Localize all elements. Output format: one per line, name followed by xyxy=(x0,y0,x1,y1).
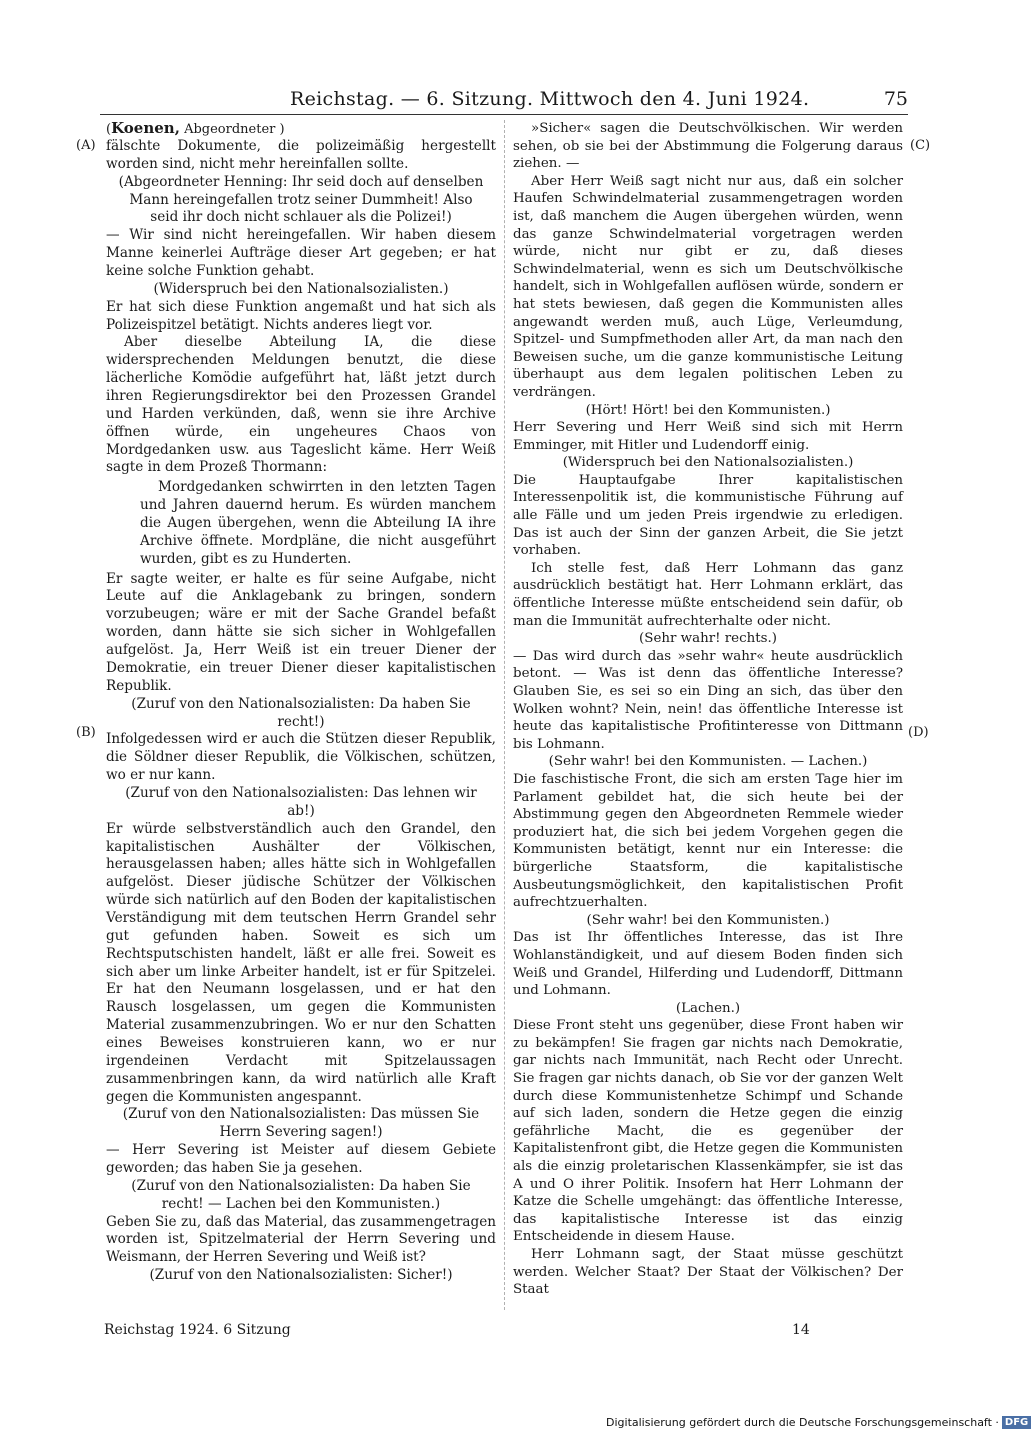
interjection: (Hört! Hört! bei den Kommunisten.) xyxy=(585,402,831,418)
interjection: (Sehr wahr! rechts.) xyxy=(639,631,777,647)
margin-mark-a: (A) xyxy=(76,138,96,153)
interjection: (Zuruf von den Nationalsozialisten: Da haben Sie recht! — Lachen bei den Kommunisten.) xyxy=(131,1177,471,1212)
page-number: 75 xyxy=(883,88,908,110)
margin-mark-c: (C) xyxy=(910,138,931,153)
column-divider xyxy=(504,120,505,1310)
header-rule xyxy=(100,114,908,115)
interjection: (Zuruf von den Nationalsozialisten: Da haben Sie recht!) xyxy=(131,695,471,730)
paragraph: Die Hauptaufgabe Ihrer kapitalistischen Interessenpolitik ist, die kommunistische Führung auf alle Fälle und um jeden Preis irgendwie zu erledigen. Das ist auch der Sinn der ganzen Arbeit, die Sie jetzt vorhaben. xyxy=(513,472,903,559)
paragraph: Aber dieselbe Abteilung IA, die diese widersprechenden Meldungen benutzt, die diese lächerliche Komödie aufgeführt hat, läßt jetzt durch ihren Regierungsdirektor bei den Prozessen Grandel und Harden verkünden, daß, wenn sie ihre Archive öffnen würde, ein ungeheures Chaos von Mordgedanken usw. aus Tageslicht käme. Herr Weiß sagte in dem Prozeß Thormann: xyxy=(106,334,496,476)
paragraph: Herr Lohmann sagt, der Staat müsse geschützt werden. Welcher Staat? Der Staat der Völkischen? Der Staat xyxy=(513,1247,903,1298)
speaker-open-paren: ( xyxy=(106,122,112,137)
footer-signature: Reichstag 1924. 6 Sitzung xyxy=(104,1322,291,1338)
right-column xyxy=(513,120,903,1299)
paragraph: Das ist Ihr öffentliches Interesse, das ist Ihre Wohlanständigkeit, und auf diesem Boden finden sich Weiß und Grandel, Hilferding und Ludendorff, Dittmann und Lohmann. xyxy=(513,930,903,999)
quote-text: Mordgedanken schwirrten in den letzten Tagen und Jahren dauernd herum. Es würden manchem die Augen übergehen, wenn die Abteilung IA ihre Archive öffnete. Mordpläne, die nicht ausgeführt wurden, gibt es zu Hunderten. xyxy=(140,479,496,567)
paragraph: »Sicher« sagen die Deutschvölkischen. Wir werden sehen, ob sie bei der Abstimmung die Folgerung daraus ziehen. — xyxy=(513,121,903,172)
paragraph: — Das wird durch das »sehr wahr« heute ausdrücklich betont. — Was ist denn das öffentliche Interesse? Glauben Sie, es sei so ein Ding an sich, das über den Wolken wohnt? Nein, nein! das öffentliche Interesse ist heute das kapitalistische Profitinteresse von Dittmann bis Lohmann. xyxy=(513,648,903,752)
paragraph: — Wir sind nicht hereingefallen. Wir haben diesem Manne keinerlei Aufträge dieser Art gegeben; er hat keine solche Funktion gehabt. xyxy=(106,227,496,280)
paragraph: Infolgedessen wird er auch die Stützen dieser Republik, die Söldner dieser Republik, die Völkischen, schützen, wo er nur kann. xyxy=(106,731,496,784)
block-quote xyxy=(140,479,496,568)
paragraph: — Herr Severing ist Meister auf diesem Gebiete geworden; das haben Sie ja gesehen. xyxy=(106,1142,496,1176)
interjection: (Zuruf von den Nationalsozialisten: Sicher!) xyxy=(149,1267,453,1284)
left-column xyxy=(106,120,496,1285)
paragraph: Er hat sich diese Funktion angemaßt und hat sich als Polizeispitzel betätigt. Nichts anderes liegt vor. xyxy=(106,298,496,333)
credit-text: Digitalisierung gefördert durch die Deutsche Forschungsgemeinschaft · xyxy=(606,1416,999,1429)
page-header xyxy=(100,88,908,114)
speaker-line xyxy=(106,120,496,138)
margin-mark-b: (B) xyxy=(76,725,96,740)
paragraph: Die faschistische Front, die sich am ersten Tage hier im Parlament gebildet hat, die sich heute bei der Abstimmung gegen den Abgeordneten Remmele wieder produziert hat, die sich bei jedem Vorgehen gegen die Kommunisten betätigt, kennt nur ein Interesse: die bürgerliche Staatsform, die kapitalistische Ausbeutungsmöglichkeit, den kapitalistischen Profit aufrechtzuerhalten. xyxy=(513,771,903,911)
paragraph: Er sagte weiter, er halte es für seine Aufgabe, nicht Leute auf die Anklagebank zu bringen, sondern vorzubeugen; wäre er mit der Sache Grandel befaßt worden, dann hätte sie sich sicher in Wohlgefallen aufgelöst. Ja, Herr Weiß ist ein treuer Diener der Demokratie, ein treuer Diener dieser kapitalistischen Republik. xyxy=(106,570,496,694)
paragraph: Diese Front steht uns gegenüber, diese Front haben wir zu bekämpfen! Sie fragen gar nichts nach Demokratie, gar nichts nach Immunität, nach Recht oder Unrecht. Sie fragen gar nichts danach, ob Sie vor der ganzen Welt durch diese Kommunistenhetze Schimpf und Schande auf sich laden, sondern die Hetze gegen die einzig gefährliche Macht, die es gegenüber der Kapitalistenfront gibt, die Hetze gegen die Kommunisten als die einzig proletarischen Klassenkämpfer, sie ist das A und O ihrer Politik. Insofern hat Herr Lohmann der Katze die Schelle umgehängt: das öffentliche Interesse, das kapitalistische Interesse ist das einzig Entscheidende in diesem Hause. xyxy=(513,1018,903,1245)
interjection: (Sehr wahr! bei den Kommunisten.) xyxy=(586,912,830,928)
sheet-number: 14 xyxy=(792,1322,810,1338)
paragraph: Aber Herr Weiß sagt nicht nur aus, daß ein solcher Haufen Schwindelmaterial zusammengetragen worden ist, daß manchem die Augen übergehen würden, wenn das ganze Schwindelmaterial vorgetragen werden würde, nicht nur gibt er zu, daß dieses Schwindelmaterial, wenn es sich um Deutschvölkische handelt, sich in Wohlgefallen auflösen würde, sondern er hat stets bewiesen, daß gegen die Kommunisten alles angewandt werden muß, auch Lüge, Verleumdung, Spitzel- und Sumpfmethoden aller Art, da man nach den Beweisen suche, um die ganze kommunistische Leitung überhaupt aus dem legalen politischen Leben zu verdrängen. xyxy=(513,173,903,400)
speaker-role: Abgeordneter ) xyxy=(184,122,285,137)
interjection: (Widerspruch bei den Nationalsozialisten.) xyxy=(562,455,854,471)
page-title: Reichstag. — 6. Sitzung. Mittwoch den 4. Juni 1924. xyxy=(290,88,810,110)
digitization-credit xyxy=(606,1416,1031,1429)
interjection: (Widerspruch bei den Nationalsozialisten.) xyxy=(153,280,449,297)
paragraph: Geben Sie zu, daß das Material, das zusammengetragen worden ist, Spitzelmaterial der Herrn Severing und Weismann, der Herren Severing und Weiß ist? xyxy=(106,1213,496,1266)
paragraph: Herr Severing und Herr Weiß sind sich mit Herrn Emminger, mit Hitler und Ludendorff einig. xyxy=(513,420,903,453)
interjection: (Lachen.) xyxy=(675,1000,741,1016)
paragraph: fälschte Dokumente, die polizeimäßig hergestellt worden sind, nicht mehr hereinfallen sollte. xyxy=(106,138,496,172)
margin-mark-d: (D) xyxy=(908,725,929,740)
paragraph: Ich stelle fest, daß Herr Lohmann das ganz ausdrücklich bestätigt hat. Herr Lohmann erklärt, das öffentliche Interesse müßte entscheidend sein dafür, ob man die Immunität aufrechterhalte oder nicht. xyxy=(513,560,903,629)
interjection: (Sehr wahr! bei den Kommunisten. — Lachen.) xyxy=(548,754,868,770)
interjection: (Zuruf von den Nationalsozialisten: Das lehnen wir ab!) xyxy=(125,784,477,819)
speaker-name: Koenen, xyxy=(111,119,180,137)
dfg-logo-icon: DFG xyxy=(1002,1416,1031,1429)
paragraph: Er würde selbstverständlich auch den Grandel, den kapitalistischen Aushälter der Völkischen, herausgelassen haben; alles hätte sich in Wohlgefallen aufgelöst. Dieser jüdische Schützer der Völkischen würde sich natürlich auf den Boden der kapitalistischen Verständigung mit dem teutschen Herrn Grandel sehr gut gefunden haben. Soweit es sich um Rechtsputschisten handelt, läßt er alle frei. Soweit es sich aber um linke Arbeiter handelt, ist er für Spitzelei. Er hat den Neumann losgelassen, und er hat den Rausch losgelassen, um gegen die Kommunisten Material zusammenzubringen. Wo er nur den Schatten eines Beweises konstruieren kann, wo er nur irgendeinen Verdacht mit Spitzelaussagen zusammenbringen kann, da wird natürlich alle Kraft gegen die Kommunisten angespannt. xyxy=(106,820,496,1105)
interjection: (Abgeordneter Henning: Ihr seid doch auf denselben Mann hereingefallen trotz seiner Dummheit! Also seid ihr doch nicht schlauer als die Polizei!) xyxy=(118,173,484,226)
interjection: (Zuruf von den Nationalsozialisten: Das müssen Sie Herrn Severing sagen!) xyxy=(122,1106,480,1141)
